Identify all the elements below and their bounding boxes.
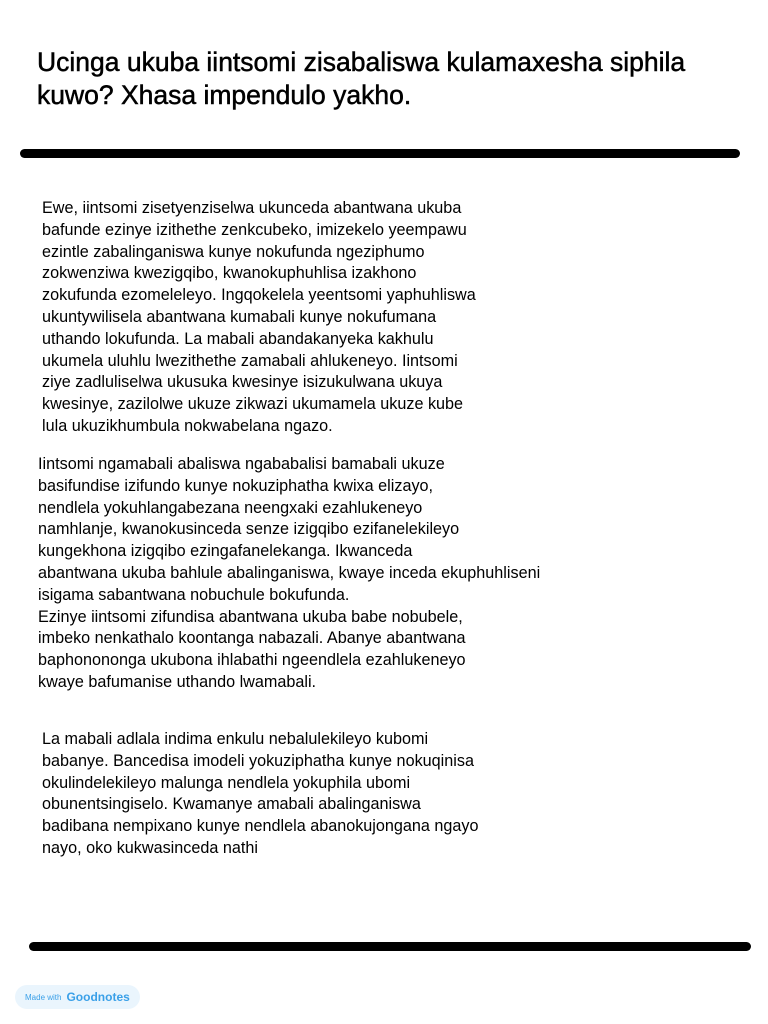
paragraph-2: Iintsomi ngamabali abaliswa ngababalisi bamabali ukuze basifundise izifundo kunye nokuziphatha kwixa elizayo, nendlela yokuhlangabezana neengxaki ezahlukeneyo namhlanje, kwanokusinceda senze izigqibo ezifanelekileyo kungekhona izigqibo ezingafanelekanga. Ikwanceda abantwana ukuba bahlule abalinganiswa, kwaye inceda ekuphuhliseni isigama sabantwana nobuchule bokufunda. Ezinye iintsomi zifundisa abantwana ukuba babe nobubele, imbeko nenkathalo koontanga nabazali. Abanye abantwana baphonononga ukubona ihlabathi ngeendlela ezahlukeneyo kwaye bafumanise uthando lwamabali. (38, 455, 541, 691)
made-with-goodnotes-badge[interactable] (15, 985, 140, 1009)
goodnotes-brand-label: Goodnotes (66, 990, 130, 1004)
paragraph-1: Ewe, iintsomi zisetyenziselwa ukunceda abantwana ukuba bafunde ezinye izithethe zenkcubeko, imizekelo yeempawu ezintle zabalinganiswa kunye nokufunda ngeziphumo zokwenziwa kwezigqibo, kwanokuphuhlisa izakhono zokufunda ezomeleleyo. Ingqokelela yeentsomi yaphuhliswa ukuntywilisela abantwana kumabali kunye nokufumana uthando lokufunda. La mabali abandakanyeka kakhulu ukumela uluhlu lwezithethe zamabali ahlukeneyo. Iintsomi ziye zadluliselwa ukusuka kwesinye isizukulwana ukuya kwesinye, zazilolwe ukuze zikwazi ukumamela ukuze kube lula ukuzikhumbula nokwabelana ngazo. (42, 199, 476, 435)
top-divider (20, 149, 740, 158)
bottom-divider (29, 942, 751, 951)
paragraph-3: La mabali adlala indima enkulu nebalulekileyo kubomi babanye. Bancedisa imodeli yokuziphatha kunye nokuqinisa okulindelekileyo malunga nendlela yokuphila ubomi obunentsingiselo. Kwamanye amabali abalinganiswa badibana nempixano kunye nendlela abanokujongana ngayo nayo, oko kukwasinceda nathi (42, 730, 479, 857)
made-with-label: Made with (25, 992, 62, 1002)
page-title: Ucinga ukuba iintsomi zisabaliswa kulamaxesha siphila kuwo? Xhasa impendulo yakho. (37, 47, 686, 110)
